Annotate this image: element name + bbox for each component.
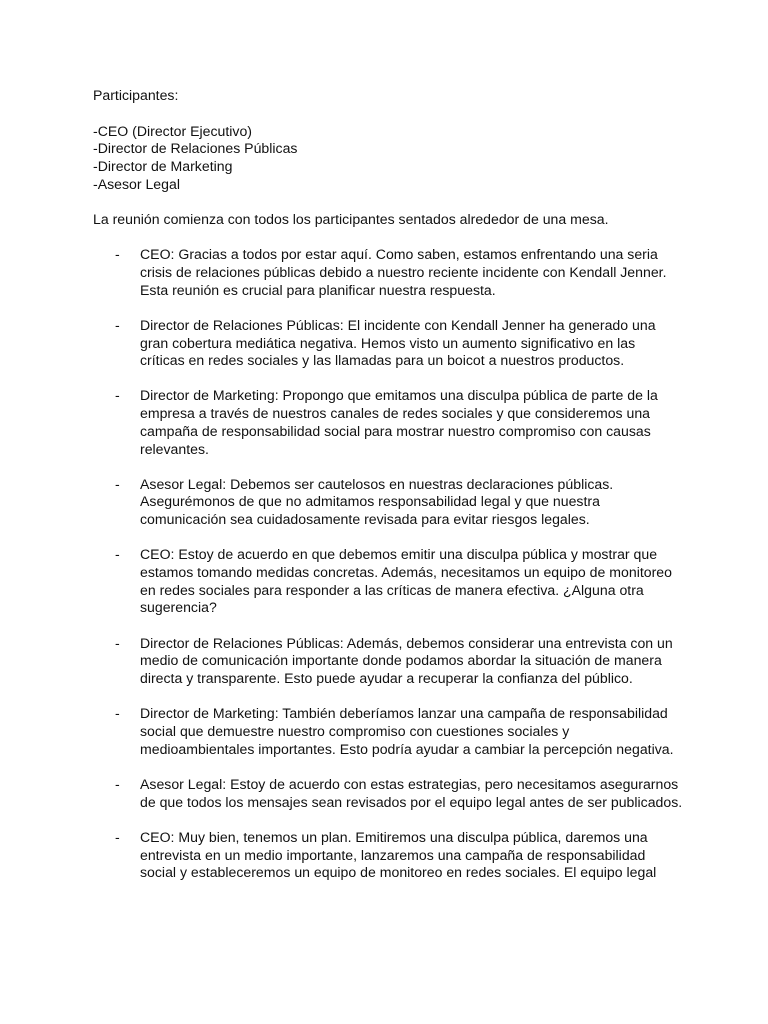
dialogue-item [93, 476, 683, 529]
list-dash: - [115, 316, 120, 333]
dialogue-text: CEO: Gracias a todos por estar aquí. Como saben, estamos enfrentando una seria crisis de relaciones públicas debido a nuestro reciente incidente con Kendall Jenner. Esta reunión es crucial para planificar nuestra respuesta. [140, 246, 667, 298]
list-dash: - [115, 546, 120, 563]
dialogue-item [93, 546, 683, 617]
dialogue-text: CEO: Muy bien, tenemos un plan. Emitiremos una disculpa pública, daremos una entrevista en un medio importante, lanzaremos una campaña de responsabilidad social y estableceremos un equipo de monitoreo en redes sociales. El equipo legal [140, 828, 657, 881]
participant-legal-advisor: -Asesor Legal [93, 175, 180, 192]
list-dash: - [115, 634, 120, 651]
dialogue-text: Director de Relaciones Públicas: El incidente con Kendall Jenner ha generado una gran cobertura mediática negativa. Hemos visto un aumento significativo en las críticas en redes sociales y las llamadas para un boicot a nuestros productos. [140, 316, 656, 369]
participant-pr-director: -Director de Relaciones Públicas [93, 140, 298, 157]
list-dash: - [115, 246, 120, 263]
dialogue-item [93, 829, 683, 882]
participants-heading: Participantes: [93, 87, 179, 103]
dialogue-item [93, 246, 683, 299]
participant-marketing-director: -Director de Marketing [93, 158, 233, 175]
dialogue-text: Asesor Legal: Debemos ser cautelosos en nuestras declaraciones públicas. Asegurémonos de que no admitamos responsabilidad legal y que nuestra comunicación sea cuidadosamente revisada para evitar riesgos legales. [140, 475, 614, 528]
dialogue-item [93, 705, 683, 758]
dialogue-text: Director de Relaciones Públicas: Además, debemos considerar una entrevista con un medio de comunicación importante donde podamos abordar la situación de manera directa y transparente. Esto puede ayudar a recuperar la confianza del público. [140, 634, 673, 687]
dialogue-list [93, 246, 683, 882]
list-dash: - [115, 387, 120, 404]
intro-paragraph: La reunión comienza con todos los participantes sentados alrededor de una mesa. [93, 210, 609, 227]
participants-list [93, 123, 683, 194]
dialogue-item [93, 317, 683, 370]
dialogue-text: Director de Marketing: Propongo que emitamos una disculpa pública de parte de la empresa a través de nuestros canales de redes sociales y que consideremos una campaña de responsabilidad social para mostrar nuestro compromiso con causas relevantes. [140, 387, 658, 457]
list-dash: - [115, 475, 120, 492]
participant-ceo: -CEO (Director Ejecutivo) [93, 122, 252, 139]
list-dash: - [115, 705, 120, 722]
dialogue-text: CEO: Estoy de acuerdo en que debemos emitir una disculpa pública y mostrar que estamos tomando medidas concretas. Además, necesitamos un equipo de monitoreo en redes sociales para responder a las críticas de manera efectiva. ¿Alguna otra sugerencia? [140, 546, 672, 616]
list-dash: - [115, 828, 120, 845]
dialogue-item [93, 776, 683, 811]
dialogue-text: Asesor Legal: Estoy de acuerdo con estas estrategias, pero necesitamos asegurarnos de que todos los mensajes sean revisados por el equipo legal antes de ser publicados. [140, 775, 683, 810]
dialogue-text: Director de Marketing: También deberíamos lanzar una campaña de responsabilidad social que demuestre nuestro compromiso con cuestiones sociales y medioambientales importantes. Esto podría ayudar a cambiar la percepción negativa. [140, 705, 674, 757]
dialogue-item [93, 387, 683, 458]
document-page [93, 87, 683, 899]
list-dash: - [115, 775, 120, 792]
dialogue-item [93, 635, 683, 688]
